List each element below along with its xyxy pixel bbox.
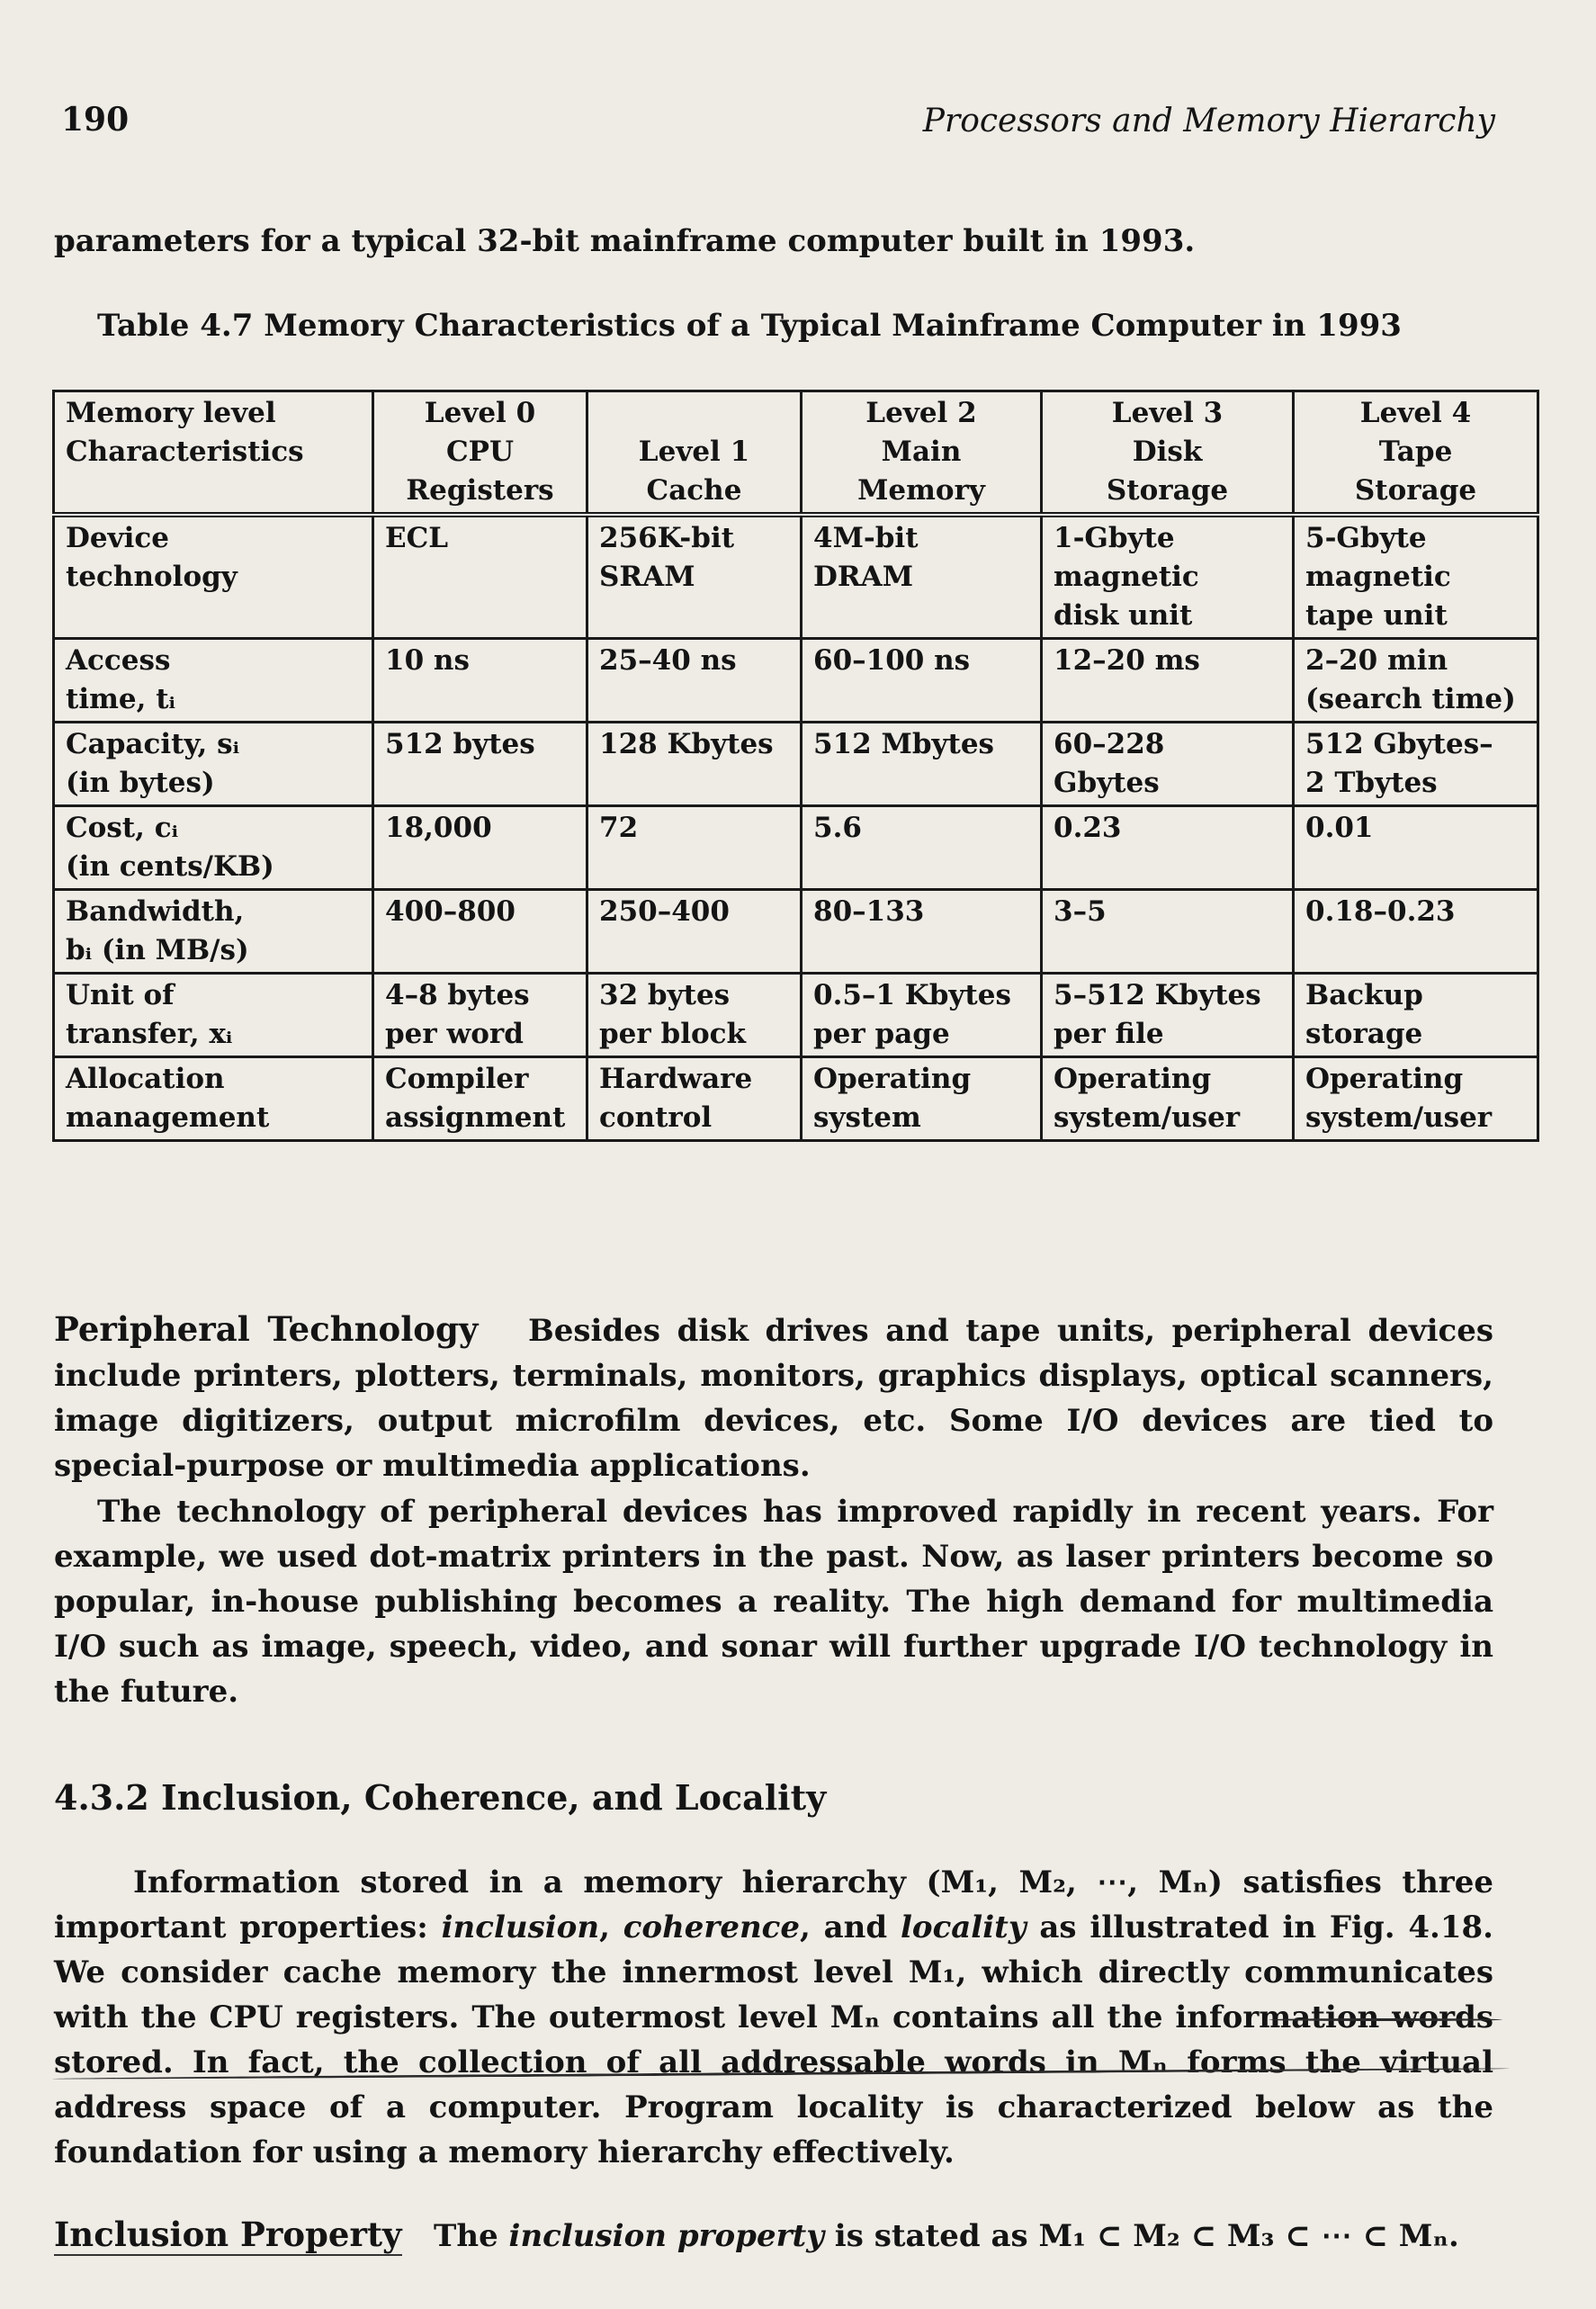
table-cell (802, 806, 1042, 890)
memory-characteristics-table (52, 390, 1539, 1142)
header-text: Disk (1132, 436, 1203, 468)
table-cell (587, 806, 802, 890)
table-row (54, 974, 1538, 1057)
table-row (54, 515, 1538, 639)
section-title: 4.3.2 Inclusion, Coherence, and Locality (54, 1777, 827, 1818)
cell-text: system/user (1054, 1101, 1241, 1134)
cell-text: 12–20 ms (1054, 644, 1200, 677)
cell-text: Access (66, 644, 171, 677)
table-cell (587, 974, 802, 1057)
cell-text: management (66, 1101, 270, 1134)
cell-text: 72 (599, 812, 639, 844)
cell-text: per page (813, 1018, 950, 1050)
cell-text: time, tᵢ (66, 683, 175, 715)
cell-text: 250–400 (599, 895, 730, 928)
table-row (54, 890, 1538, 974)
cell-text: bᵢ (in MB/s) (66, 934, 249, 966)
cell-text: Compiler (385, 1063, 529, 1095)
table-cell (1294, 639, 1538, 723)
inclusion-text-start: The (434, 2218, 509, 2254)
table-cell (1042, 974, 1294, 1057)
cell-text: per file (1054, 1018, 1164, 1050)
table-row (54, 639, 1538, 723)
intro-line: parameters for a typical 32-bit mainframe computer built in 1993. (54, 223, 1196, 259)
table-cell (802, 723, 1042, 806)
cell-text: 0.01 (1305, 812, 1374, 844)
term-inclusion-property: inclusion property (508, 2218, 824, 2254)
table-cell (587, 1057, 802, 1141)
cell-text: 32 bytes (599, 979, 731, 1011)
cell-text: tape unit (1305, 599, 1448, 632)
cell-text: 5.6 (813, 812, 862, 844)
cell-text: disk unit (1054, 599, 1193, 632)
table-cell (1294, 723, 1538, 806)
table-cell (1042, 639, 1294, 723)
cell-text: 0.5–1 Kbytes (813, 979, 1011, 1011)
cell-text: 512 Gbytes– (1305, 728, 1493, 760)
header-text: Main (881, 436, 962, 468)
table-cell (1042, 515, 1294, 639)
cell-text: 10 ns (385, 644, 470, 677)
cell-text: 5-Gbyte (1305, 522, 1427, 554)
table-cell (587, 723, 802, 806)
cell-text: 5–512 Kbytes (1054, 979, 1261, 1011)
cell-text: 512 Mbytes (813, 728, 995, 760)
header-text: Registers (406, 474, 554, 507)
cell-text: 80–133 (813, 895, 925, 928)
separator: , and (800, 1909, 901, 1945)
table-cell (802, 639, 1042, 723)
table-cell (802, 974, 1042, 1057)
table-header-cell (802, 391, 1042, 516)
cell-text: Cost, cᵢ (66, 812, 178, 844)
cell-text: 400–800 (385, 895, 516, 928)
header-text: Storage (1106, 474, 1229, 507)
table-row (54, 723, 1538, 806)
cell-text: magnetic (1305, 561, 1451, 593)
cell-text: 3–5 (1054, 895, 1107, 928)
cell-text: assignment (385, 1101, 566, 1134)
table-row (54, 806, 1538, 890)
table-cell (802, 515, 1042, 639)
row-label-cell (54, 1057, 373, 1141)
header-text: Storage (1354, 474, 1477, 507)
inclusion-text-end: is stated as M₁ ⊂ M₂ ⊂ M₃ ⊂ ⋯ ⊂ Mₙ. (823, 2218, 1459, 2254)
cell-text: 0.18–0.23 (1305, 895, 1456, 928)
table-cell (373, 639, 587, 723)
peripheral-text-2: The technology of peripheral devices has improved rapidly in recent years. For example, we used dot-matrix printers in the past. Now, as laser printers become so popular, in-house publishing becomes a reality. The high demand for multimedia I/O such as image, speech, video, and sonar will further upgrade I/O technology in the future. (54, 1494, 1493, 1710)
header-text: Cache (646, 474, 742, 507)
row-label-cell (54, 806, 373, 890)
table-cell (587, 515, 802, 639)
header-text: Level 1 (638, 436, 750, 468)
cell-text: 4M-bit (813, 522, 919, 554)
cell-text: 60–228 (1054, 728, 1165, 760)
table-cell (373, 974, 587, 1057)
cell-text: Operating (1305, 1063, 1464, 1095)
table-cell (1042, 723, 1294, 806)
cell-text: per word (385, 1018, 524, 1050)
table-caption: Table 4.7 Memory Characteristics of a Typical Mainframe Computer in 1993 (97, 308, 1402, 344)
table-cell (1294, 1057, 1538, 1141)
table-cell (373, 1057, 587, 1141)
table-header-cell (373, 391, 587, 516)
table-cell (1294, 806, 1538, 890)
cell-text: (in bytes) (66, 767, 215, 799)
cell-text: Operating (813, 1063, 972, 1095)
table-cell (802, 890, 1042, 974)
section-paragraph (54, 1860, 1493, 2175)
header-text: Memory level (66, 397, 276, 429)
table-cell (1294, 515, 1538, 639)
cell-text: Gbytes (1054, 767, 1160, 799)
row-label-cell (54, 639, 373, 723)
cell-text: (search time) (1305, 683, 1516, 715)
cell-text: 60–100 ns (813, 644, 971, 677)
cell-text: DRAM (813, 561, 914, 593)
cell-text: Hardware (599, 1063, 753, 1095)
cell-text: transfer, xᵢ (66, 1018, 233, 1050)
table-cell (1294, 890, 1538, 974)
cell-text: 18,000 (385, 812, 492, 844)
table-cell (373, 806, 587, 890)
term-inclusion: inclusion (441, 1909, 600, 1945)
cell-text: 25–40 ns (599, 644, 737, 677)
term-locality: locality (900, 1909, 1027, 1945)
cell-text: 2–20 min (1305, 644, 1448, 677)
table-cell (373, 723, 587, 806)
header-text: Level 3 (1111, 397, 1224, 429)
section-text-end: as illustrated in Fig. 4.18. We consider cache memory the innermost level M₁, which directly communicates with the CPU registers. The outermost level Mₙ contains all the information words stored. In fact, the collection of all addressable words in Mₙ forms the virtual address space of a computer. Program locality is characterized below as the foundation for using a memory hierarchy effectively. (54, 1909, 1493, 2170)
cell-text: 512 bytes (385, 728, 535, 760)
header-text: Level 2 (865, 397, 977, 429)
header-text: Memory (857, 474, 985, 507)
table-cell (1294, 974, 1538, 1057)
peripheral-paragraph (54, 1307, 1493, 1488)
cell-text: 0.23 (1054, 812, 1122, 844)
table-header-row (54, 391, 1538, 516)
separator: , (599, 1909, 623, 1945)
cell-text: Device (66, 522, 169, 554)
cell-text: 4–8 bytes (385, 979, 530, 1011)
table-cell (587, 890, 802, 974)
table-header-cell (587, 391, 802, 516)
cell-text: (in cents/KB) (66, 850, 274, 883)
running-title: Processors and Memory Hierarchy (922, 103, 1495, 139)
cell-text: Backup (1305, 979, 1423, 1011)
row-label-cell (54, 974, 373, 1057)
cell-text: 2 Tbytes (1305, 767, 1438, 799)
peripheral-text-1: Besides disk drives and tape units, peripheral devices include printers, plotters, terminals, monitors, graphics displays, optical scanners, image digitizers, output microfilm devices, etc. Some I/O devices are tied to special-purpose or multimedia applications. (54, 1313, 1493, 1484)
table-cell (802, 1057, 1042, 1141)
inclusion-paragraph (54, 2212, 1493, 2259)
term-coherence: coherence (623, 1909, 801, 1945)
cell-text: ECL (385, 522, 449, 554)
header-text: Level 0 (424, 397, 536, 429)
row-label-cell (54, 515, 373, 639)
cell-text: per block (599, 1018, 747, 1050)
table-header-cell (1294, 391, 1538, 516)
cell-text: 1-Gbyte (1054, 522, 1175, 554)
cell-text: Capacity, sᵢ (66, 728, 239, 760)
page-number: 190 (61, 101, 130, 139)
cell-text: system/user (1305, 1101, 1493, 1134)
cell-text: technology (66, 561, 238, 593)
header-text: Characteristics (66, 436, 304, 468)
row-label-cell (54, 890, 373, 974)
pen-underline (1269, 2018, 1502, 2021)
inclusion-heading: Inclusion Property (54, 2215, 402, 2254)
table-cell (1042, 806, 1294, 890)
header-text: CPU (445, 436, 515, 468)
cell-text: Bandwidth, (66, 895, 245, 928)
table-cell (373, 890, 587, 974)
cell-text: storage (1305, 1018, 1423, 1050)
cell-text: system (813, 1101, 921, 1134)
table-cell (373, 515, 587, 639)
table-row (54, 1057, 1538, 1141)
cell-text: Allocation (66, 1063, 225, 1095)
header-text: Tape (1378, 436, 1453, 468)
row-label-cell (54, 723, 373, 806)
cell-text: Operating (1054, 1063, 1212, 1095)
cell-text: 128 Kbytes (599, 728, 774, 760)
table-cell (1042, 1057, 1294, 1141)
cell-text: SRAM (599, 561, 695, 593)
cell-text: Unit of (66, 979, 175, 1011)
cell-text: 256K-bit (599, 522, 735, 554)
cell-text: magnetic (1054, 561, 1199, 593)
table-header-cell (1042, 391, 1294, 516)
table-header-cell (54, 391, 373, 516)
cell-text: control (599, 1101, 713, 1134)
header-text: Level 4 (1359, 397, 1472, 429)
table-cell (1042, 890, 1294, 974)
section-text-start: Information stored in a memory hierarchy (M₁, M₂, ⋯, Mₙ) satisfies three important properties: (54, 1864, 1493, 1945)
table-cell (587, 639, 802, 723)
peripheral-heading: Peripheral Technology (54, 1309, 479, 1349)
